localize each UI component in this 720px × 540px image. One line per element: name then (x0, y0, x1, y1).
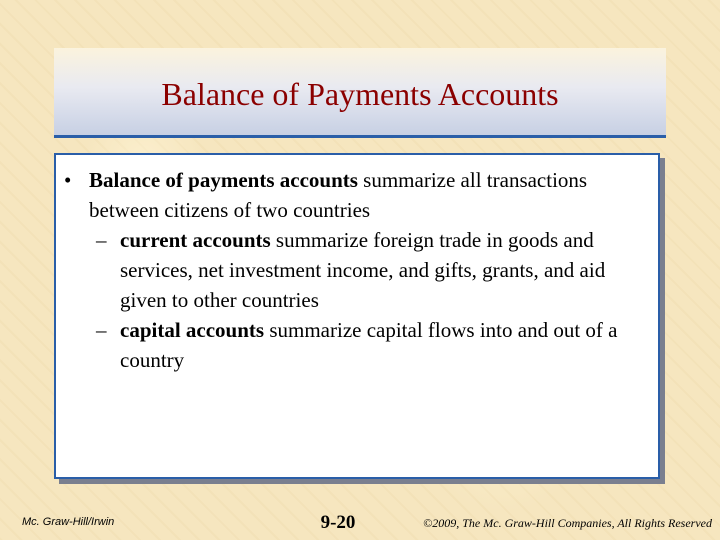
slide-title: Balance of Payments Accounts (161, 76, 559, 112)
sub-bullet-text (120, 315, 656, 375)
footer-page-number: 9-20 (320, 512, 356, 533)
footer-publisher: Mc. Graw-Hill/Irwin (22, 516, 115, 528)
title-band (54, 48, 666, 138)
dash-icon: – (96, 318, 107, 342)
main-bullet-text (89, 165, 654, 225)
footer-copyright: ©2009, The Mc. Graw-Hill Companies, All Rights Reserved (423, 516, 712, 530)
sub-bullet-text (120, 225, 656, 315)
sub-bullet-body: summarize capital flows into and out of a country (120, 318, 618, 372)
sub-bullet-current (96, 225, 656, 315)
main-bullet-body: summarize all transactions between citizens of two countries (89, 168, 588, 222)
main-bullet (64, 165, 654, 225)
sub-bullet-term: capital accounts (120, 318, 265, 342)
bullet-icon: • (64, 168, 72, 192)
main-bullet-term: Balance of payments accounts (89, 168, 358, 192)
sub-bullet-body: summarize foreign trade in goods and services, net investment income, and gifts, grants, and aid given to other countries (120, 228, 606, 312)
dash-icon: – (96, 228, 107, 252)
sub-bullet-term: current accounts (120, 228, 271, 252)
sub-bullet-capital (96, 315, 656, 375)
content-box (54, 153, 660, 479)
